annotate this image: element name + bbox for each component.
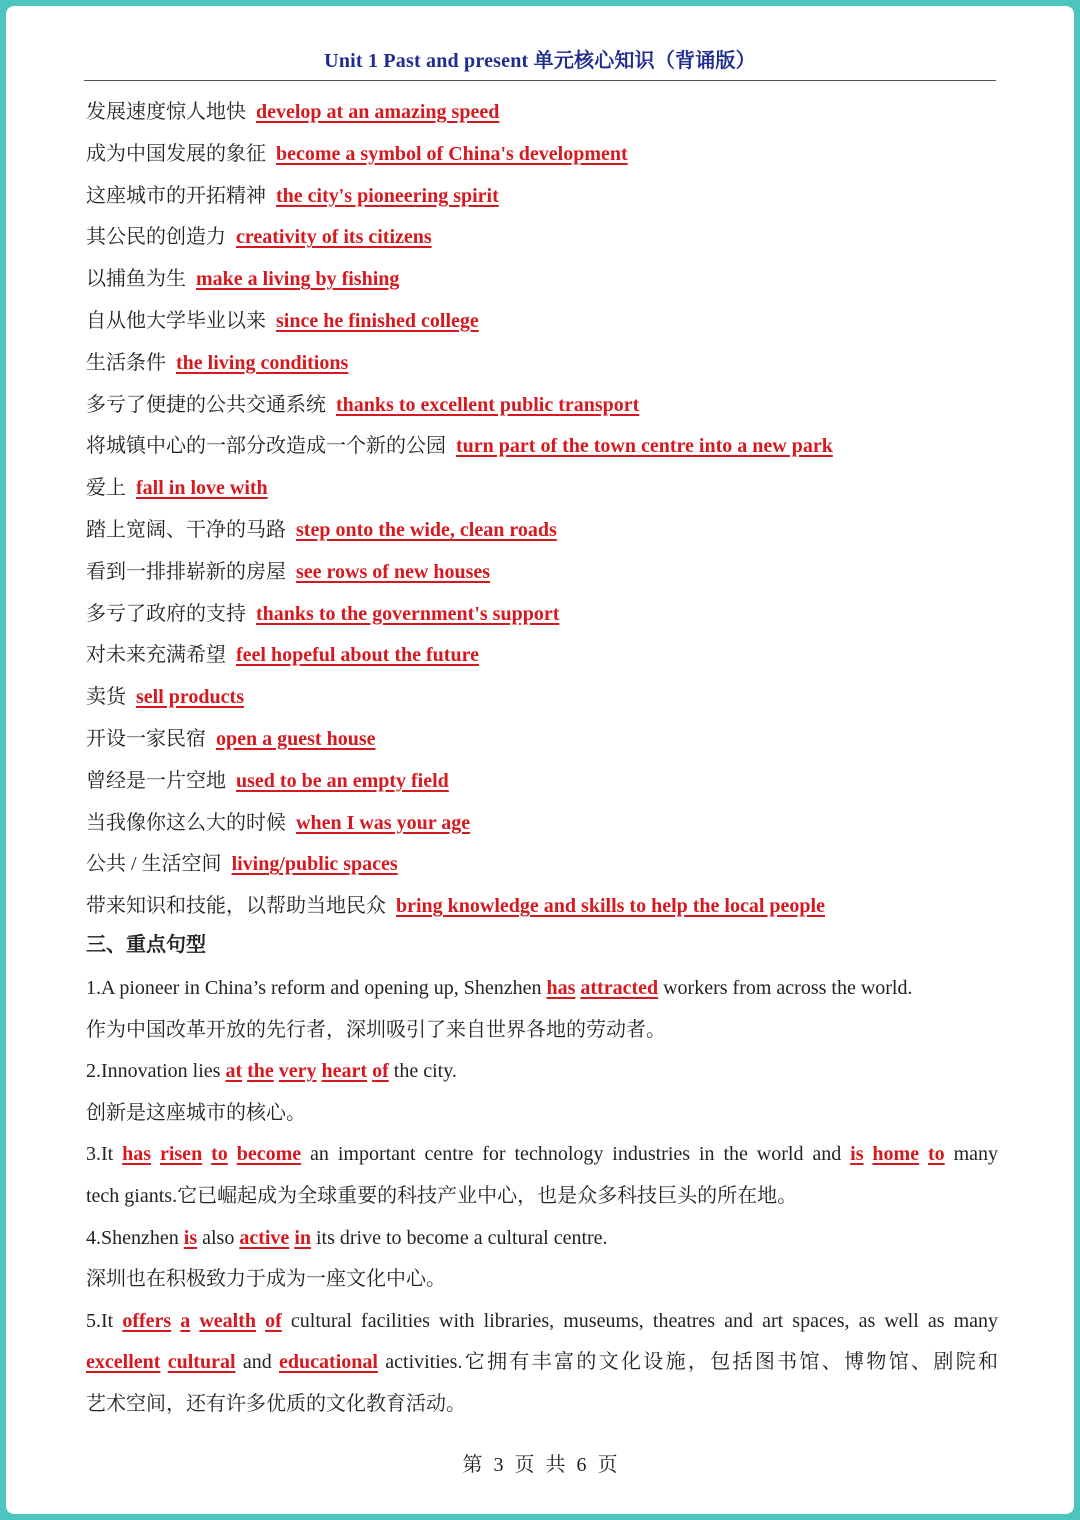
phrase-chinese: 多亏了政府的支持 — [86, 602, 246, 625]
document-page — [6, 6, 1074, 1514]
sentence-text — [256, 1310, 265, 1332]
phrase-chinese: 其公民的创造力 — [86, 226, 226, 249]
keyword: has — [546, 977, 576, 999]
sentence-text: the city. — [388, 1060, 457, 1083]
phrase-chinese: 当我像你这么大的时候 — [86, 811, 286, 834]
phrase-row — [86, 343, 1006, 385]
sentence-text — [202, 1143, 211, 1165]
phrase-row — [86, 761, 1006, 803]
keyword: to — [211, 1143, 228, 1166]
phrase-english: step onto the wide, clean roads — [296, 518, 557, 541]
header-divider — [84, 80, 996, 81]
phrase-row — [86, 886, 1006, 928]
sentence-text — [171, 1310, 180, 1332]
phrase-chinese: 生活条件 — [86, 351, 166, 374]
keyword: home — [872, 1143, 920, 1166]
phrase-row — [86, 635, 1006, 677]
phrase-chinese: 开设一家民宿 — [86, 727, 206, 750]
sentence-text: 创新是这座城市的核心。 — [86, 1101, 306, 1124]
phrase-english: bring knowledge and skills to help the local people — [396, 895, 825, 918]
sentence-text: 作为中国改革开放的先行者，深圳吸引了来自世界各地的劳动者。 — [86, 1018, 666, 1041]
phrase-english: become a symbol of China's development — [276, 142, 628, 165]
phrase-english: the city's pioneering spirit — [276, 184, 499, 207]
keyword: cultural — [167, 1351, 236, 1374]
sentence-line — [86, 1176, 998, 1218]
keyword: become — [236, 1143, 302, 1166]
phrase-english: make a living by fishing — [196, 268, 400, 291]
sentence-line — [86, 1384, 998, 1426]
sentence-line — [86, 968, 998, 1010]
keyword: risen — [159, 1143, 203, 1166]
keyword: very — [278, 1060, 317, 1083]
keyword: in — [294, 1226, 311, 1249]
phrase-list — [86, 92, 1006, 928]
sentence-text: 3.It — [86, 1143, 123, 1166]
sentence-text — [160, 1351, 167, 1373]
sentence-line — [86, 1093, 998, 1135]
sentence-line — [86, 1259, 998, 1301]
phrase-chinese: 这座城市的开拓精神 — [86, 184, 266, 207]
phrase-row — [86, 176, 1006, 218]
phrase-row — [86, 92, 1006, 134]
phrase-chinese: 多亏了便捷的公共交通系统 — [86, 393, 326, 416]
phrase-row — [86, 594, 1006, 636]
keyword: of — [265, 1309, 282, 1332]
sentence-text: its drive to become a cultural centre. — [311, 1226, 608, 1249]
phrase-row — [86, 301, 1006, 343]
sentence-text — [190, 1310, 199, 1332]
keyword: is — [183, 1226, 198, 1249]
sentence-text — [919, 1143, 928, 1165]
phrase-chinese: 成为中国发展的象征 — [86, 142, 266, 165]
phrase-english: see rows of new houses — [296, 560, 491, 583]
sentence-text: workers from across the world. — [658, 977, 913, 999]
sentence-text: tech giants.它已崛起成为全球重要的科技产业中心，也是众多科技巨头的所在地。 — [86, 1184, 798, 1207]
sentence-line — [86, 1010, 998, 1052]
phrase-english: open a guest house — [216, 727, 376, 750]
phrase-english: the living conditions — [176, 351, 349, 374]
sentence-text: 艺术空间，还有许多优质的文化教育活动。 — [86, 1392, 466, 1415]
phrase-english: used to be an empty field — [236, 769, 449, 792]
keyword: wealth — [199, 1309, 257, 1332]
phrase-chinese: 将城镇中心的一部分改造成一个新的公园 — [86, 435, 446, 458]
phrase-row — [86, 217, 1006, 259]
sentence-text: an important centre for technology industries in the world and — [301, 1143, 851, 1166]
phrase-row — [86, 552, 1006, 594]
sentence-text: activities.它拥有丰富的文化设施，包括图书馆、博物馆、剧院和 — [377, 1351, 999, 1374]
keyword: the — [247, 1060, 274, 1083]
phrase-row — [86, 803, 1006, 845]
keyword: attracted — [580, 977, 659, 999]
phrase-english: sell products — [136, 686, 244, 709]
phrase-chinese: 发展速度惊人地快 — [86, 101, 246, 123]
phrase-chinese: 看到一排排崭新的房屋 — [86, 560, 286, 583]
keyword: educational — [279, 1351, 378, 1374]
keyword: offers — [122, 1309, 172, 1332]
phrase-chinese: 爱上 — [86, 477, 126, 500]
sentence-text: many — [944, 1143, 999, 1166]
phrase-row — [86, 468, 1006, 510]
sentence-text — [151, 1143, 160, 1165]
phrase-row — [86, 844, 1006, 886]
sentence-text: 5.It — [86, 1309, 123, 1332]
section-title: 三、重点句型 — [86, 932, 206, 956]
phrase-chinese: 带来知识和技能，以帮助当地民众 — [86, 895, 386, 918]
phrase-row — [86, 259, 1006, 301]
phrase-english: turn part of the town centre into a new park — [456, 435, 833, 458]
sentence-line — [86, 1342, 998, 1384]
phrase-english: feel hopeful about the future — [236, 644, 479, 667]
phrase-chinese: 公共 / 生活空间 — [86, 853, 222, 876]
sentence-line — [86, 1218, 998, 1260]
keyword: a — [180, 1309, 191, 1332]
phrase-english: develop at an amazing speed — [256, 101, 500, 123]
sentence-line — [86, 1301, 998, 1343]
phrase-english: fall in love with — [136, 477, 268, 500]
phrase-english: creativity of its citizens — [236, 226, 432, 249]
sentence-text: 1.A pioneer in China’s reform and opening up, Shenzhen — [86, 977, 547, 999]
phrase-chinese: 曾经是一片空地 — [86, 769, 226, 792]
keyword: heart — [321, 1060, 368, 1083]
phrase-english: living/public spaces — [231, 853, 398, 876]
keyword: has — [122, 1143, 152, 1166]
phrase-chinese: 踏上宽阔、干净的马路 — [86, 518, 286, 541]
keyword: at — [225, 1060, 243, 1083]
keyword: to — [928, 1143, 945, 1166]
phrase-chinese: 卖货 — [86, 686, 126, 709]
sentence-text: also — [197, 1226, 240, 1249]
keyword: excellent — [86, 1351, 161, 1374]
phrase-row — [86, 510, 1006, 552]
phrase-english: when I was your age — [296, 811, 471, 834]
sentence-text: 深圳也在积极致力于成为一座文化中心。 — [86, 1268, 446, 1291]
phrase-row — [86, 426, 1006, 468]
sentence-text: and — [235, 1351, 280, 1374]
phrase-english: thanks to excellent public transport — [336, 393, 640, 416]
sentence-line — [86, 1051, 998, 1093]
phrase-chinese: 以捕鱼为生 — [86, 268, 186, 291]
keyword: of — [372, 1060, 389, 1083]
phrase-row — [86, 385, 1006, 427]
keyword: is — [850, 1143, 864, 1166]
sentence-line — [86, 1134, 998, 1176]
phrase-english: since he finished college — [276, 309, 479, 332]
phrase-row — [86, 719, 1006, 761]
sentence-text: 4.Shenzhen — [86, 1226, 184, 1249]
phrase-chinese: 自从他大学毕业以来 — [86, 309, 266, 332]
page-footer: 第 3 页 共 6 页 — [462, 1454, 618, 1476]
sentence-list — [86, 968, 998, 1426]
keyword: active — [239, 1226, 290, 1249]
sentence-text — [228, 1143, 237, 1165]
phrase-english: thanks to the government's support — [256, 602, 560, 625]
phrase-row — [86, 134, 1006, 176]
sentence-text: cultural facilities with libraries, museums, theatres and art spaces, as well as many — [281, 1309, 999, 1332]
phrase-chinese: 对未来充满希望 — [86, 644, 226, 667]
document-header: Unit 1 Past and present 单元核心知识（背诵版） — [324, 50, 756, 72]
sentence-text: 2.Innovation lies — [86, 1060, 226, 1083]
phrase-row — [86, 677, 1006, 719]
